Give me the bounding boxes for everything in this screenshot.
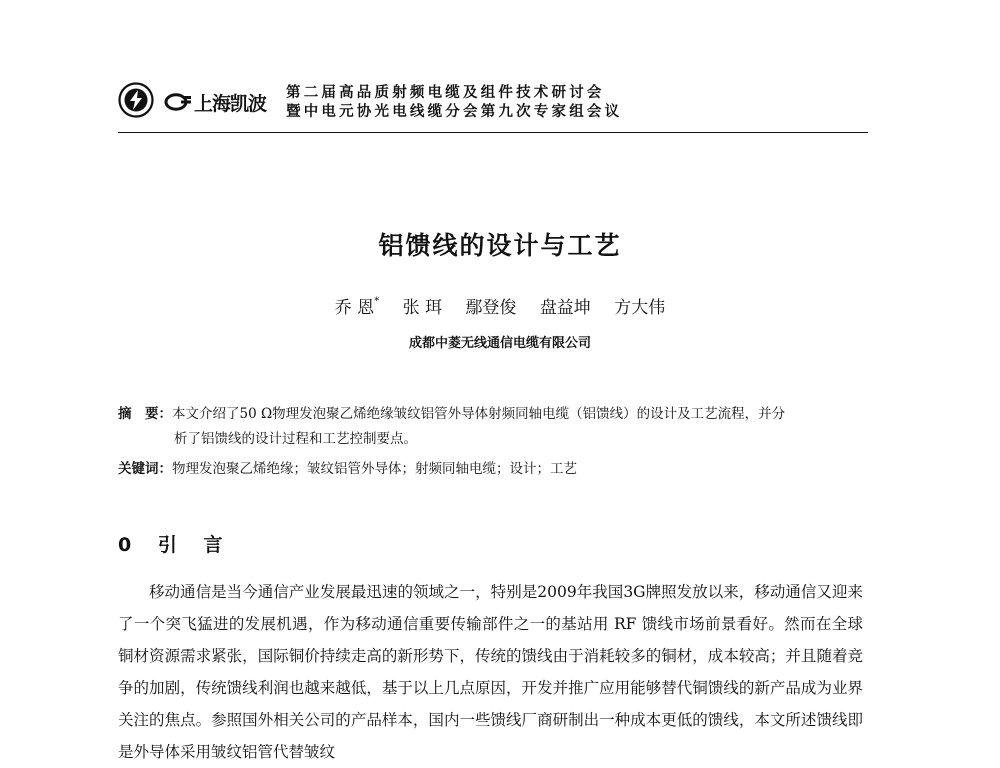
author-name: 方大伟	[614, 298, 666, 318]
body-text	[118, 576, 863, 768]
conference-line-1: 第二届高品质射频电缆及组件技术研讨会	[286, 85, 605, 101]
author-name: 乔 恩*	[334, 296, 380, 318]
abstract-label: 摘 要：	[118, 406, 172, 422]
author-name: 盘益坤	[539, 298, 591, 318]
author-list	[0, 293, 1000, 318]
conference-title	[286, 84, 622, 122]
paper-title: 铝馈线的设计与工艺	[378, 231, 622, 260]
page-header	[118, 80, 868, 135]
header-rule	[118, 132, 868, 133]
conference-line-2: 暨中电元协光电线缆分会第九次专家组会议	[286, 104, 623, 120]
brand-mark-icon	[164, 93, 192, 111]
brand-name: 上海凯波	[194, 92, 267, 115]
brand-logo	[164, 90, 266, 114]
author-name: 张 珥	[402, 298, 442, 318]
author-name: 鄢登俊	[465, 298, 517, 318]
keywords-label: 关键词：	[118, 461, 172, 477]
abstract-text-cont: 析了铝馈线的设计过程和工艺控制要点。	[174, 431, 417, 447]
abstract	[118, 402, 863, 452]
body-paragraph: 移动通信是当今通信产业发展最迅速的领域之一，特别是2009年我国3G牌照发放以来，移动通信又迎来了一个突飞猛进的发展机遇，作为移动通信重要传输部件之一的基站用 RF 馈线市场前景看好。然而在全球铜材资源需求紧张，国际铜价持续走高的新形势下，传统的馈线由于消耗较多的铜材，成本较高；并且随着竞争的加剧，传统馈线利润也越来越低，基于以上几点原因，开发并推广应用能够替代铜馈线的新产品成为业界关注的焦点。参照国外相关公司的产品样本，国内一些馈线厂商研制出一种成本更低的馈线，本文所述馈线即是外导体采用皱纹铝管代替皱纹	[118, 583, 863, 761]
abstract-text: 本文介绍了50 Ω物理发泡聚乙烯绝缘皱纹铝管外导体射频同轴电缆（铝馈线）的设计及工艺流程，并分	[172, 406, 786, 422]
keywords-text: 物理发泡聚乙烯绝缘；皱纹铝管外导体；射频同轴电缆；设计；工艺	[172, 461, 577, 477]
lightning-seal-icon	[118, 82, 154, 118]
affiliation: 成都中菱无线通信电缆有限公司	[408, 336, 591, 351]
author-mark: *	[374, 296, 380, 308]
section-heading: 0 引 言	[118, 534, 233, 556]
keywords	[118, 457, 863, 477]
